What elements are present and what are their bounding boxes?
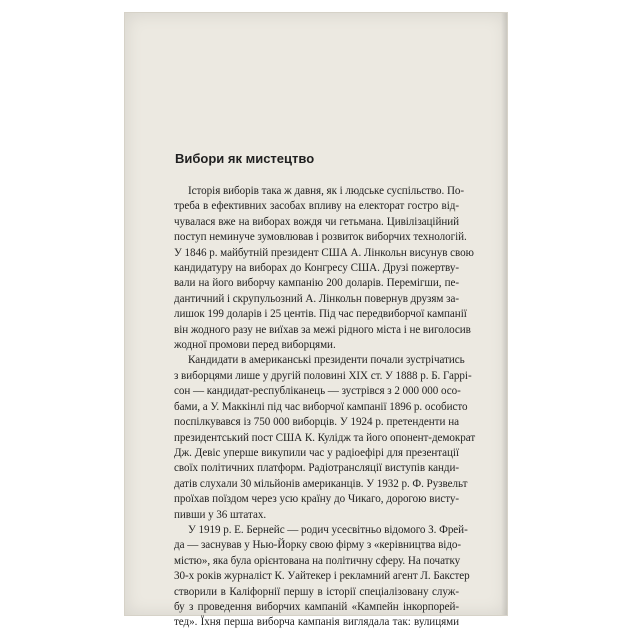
- text-line: сон — кандидат-республіканець — зустрівся з 2 000 000 осо-: [174, 385, 461, 398]
- page-edge-shadow: [501, 13, 507, 615]
- text-line: дантичний і скрупульозний А. Лінкольн повернув друзям за-: [174, 292, 459, 305]
- text-line: проїхав поїздом через усю країну до Чикаго, дорогою висту-: [174, 493, 459, 506]
- text-line: треба в ефективних засобах впливу на електорат гостро від-: [174, 200, 459, 213]
- paragraph: [174, 184, 474, 353]
- text-line: Кандидати в американські президенти почали зустрічатись: [188, 354, 465, 367]
- text-line: своїх політичних платформ. Радіотрансляції виступів канди-: [174, 462, 459, 475]
- text-line: він жодного разу не виїхав за межі рідного міста і не виголосив: [174, 323, 471, 336]
- text-line: жодної промови перед виборцями.: [174, 339, 336, 352]
- text-line: пивши у 36 штатах.: [174, 508, 267, 521]
- text-line: кандидатуру на виборах до Конгресу США. Друзі пожертву-: [174, 262, 459, 275]
- text-line: чувалася вже на виборах вождя чи гетьмана. Цивілізаційний: [174, 215, 459, 228]
- paragraph: [174, 523, 470, 631]
- section-heading: Вибори як мистецтво: [175, 151, 315, 166]
- text-line: Дж. Девіс уперше викупили час у радіоефірі для презентації: [174, 446, 459, 459]
- text-line: У 1846 р. майбутній президент США А. Лінкольн висунув свою: [174, 246, 474, 259]
- text-line: бу з проведення виборчих кампаній «Кампейн інкорпорей-: [174, 600, 459, 613]
- text-line: да — заснував у Нью-Йорку свою фірму з «керівництва відо-: [174, 539, 462, 552]
- text-line: поспілкувався із 750 000 виборців. У 1924 р. претенденти на: [174, 416, 459, 429]
- text-line: 30-х років журналіст К. Уайтекер і рекламний агент Л. Бакстер: [174, 570, 470, 583]
- text-line: Історія виборів така ж давня, як і людське суспільство. По-: [188, 185, 465, 197]
- text-line: поступ неминуче зумовлював і розвиток виборчих технологій.: [174, 231, 467, 244]
- text-line: У 1919 р. Е. Бернейс — родич усесвітньо відомого З. Фрей-: [188, 523, 468, 536]
- text-line: датів слухали 30 мільйонів американців. У 1932 р. Ф. Рузвельт: [174, 477, 468, 490]
- book-page: [124, 12, 508, 629]
- paragraph: [174, 353, 476, 522]
- text-line: тед». Їхня перша виборча кампанія виглядала так: вулицями: [174, 616, 459, 629]
- text-line: створили в Каліфорнії першу в історії спеціалізовану служ-: [174, 585, 459, 598]
- body-text: [174, 184, 476, 631]
- text-line: президентський пост США К. Кулідж та його опонент-демократ: [174, 431, 476, 444]
- text-line: лишок 199 доларів і 25 центів. Під час передвиборчої кампанії: [174, 308, 467, 321]
- text-line: з виборцями лише у другій половині XIX ст. У 1888 р. Б. Гаррі-: [174, 369, 472, 382]
- text-line: бами, а У. Маккінлі під час виборчої кампанії 1896 р. особисто: [174, 400, 468, 413]
- text-line: містю», яка була орієнтована на політичну сферу. На початку: [174, 554, 461, 567]
- text-line: вали на його виборчу кампанію 200 доларів. Перемігши, пе-: [174, 277, 459, 290]
